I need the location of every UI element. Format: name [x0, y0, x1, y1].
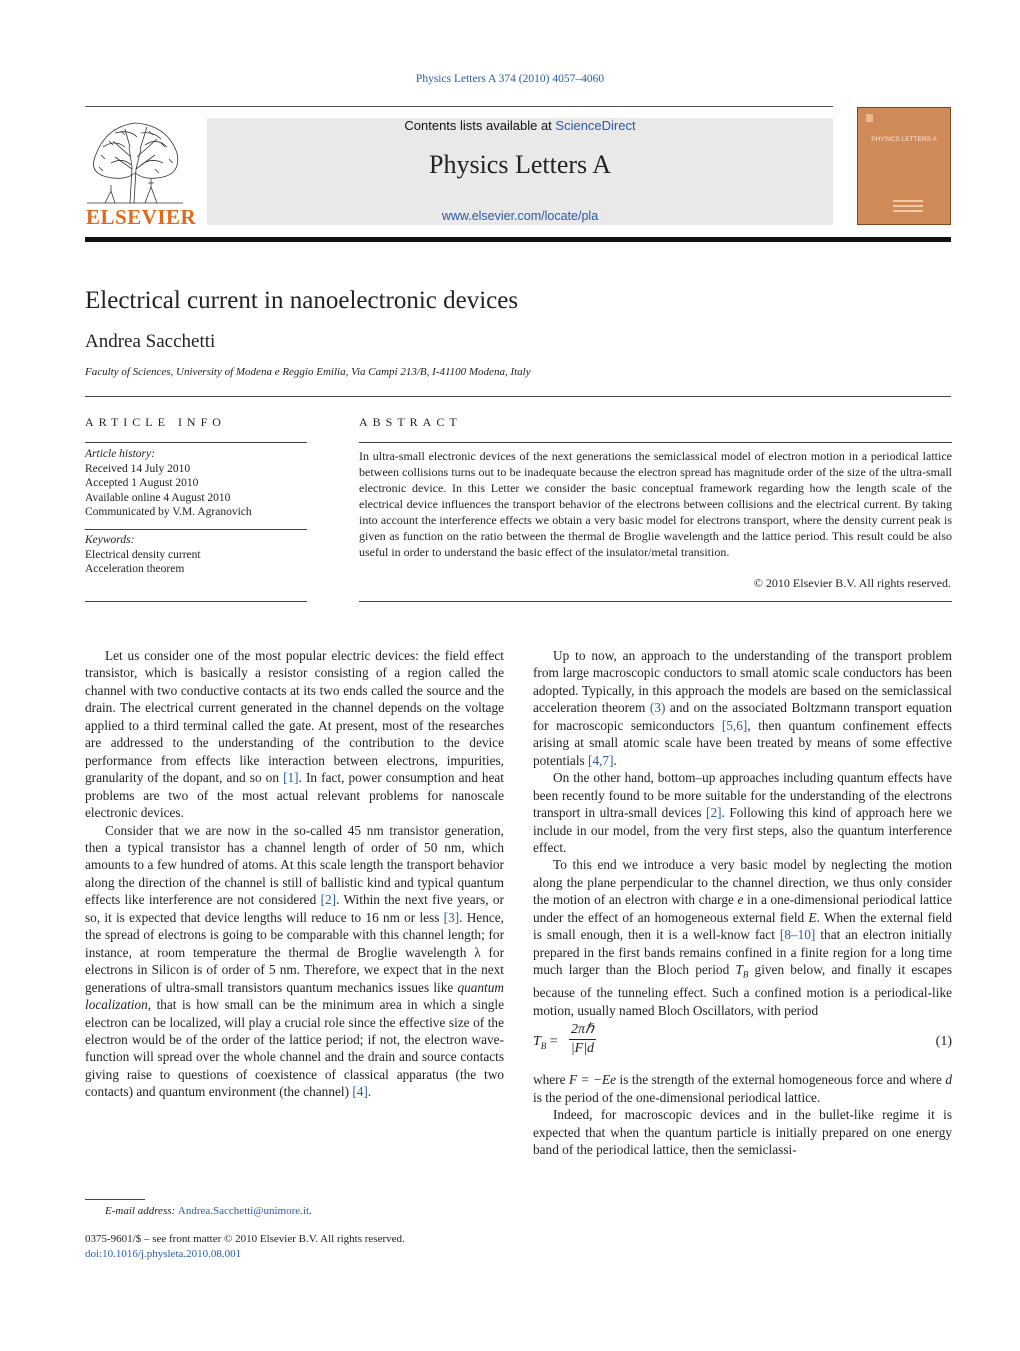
divider — [85, 396, 951, 397]
journal-name: Physics Letters A — [429, 150, 611, 179]
received-date: Received 14 July 2010 — [85, 462, 191, 475]
reference-link[interactable]: [1] — [283, 770, 299, 786]
cover-line — [893, 205, 923, 207]
footnote: E-mail address: Andrea.Sacchetti@unimore.it. — [105, 1205, 312, 1217]
journal-cover-icon[interactable] — [857, 107, 951, 225]
header-thick-rule — [85, 237, 951, 242]
cover-title: PHYSICS LETTERS A — [871, 136, 937, 143]
communicated-by: Communicated by V.M. Agranovich — [85, 506, 252, 518]
paragraph: where F = −Ee is the strength of the external homogeneous force and where d is the period of the one-dimensional periodical lattice. — [533, 1072, 952, 1105]
equation-link[interactable]: (3) — [649, 700, 666, 716]
accepted-date: Accepted 1 August 2010 — [85, 477, 199, 489]
abstract-text: In ultra-small electronic devices of the next generations the semiclassical model of electron motion in a periodical lattice between collisions turns out to be inadequate because the electron spread has magnitude order of the size of the ultra-small electronic device. In this Letter we consider the basic conceptual framework regarding how the length scale of the electrical device influences the transport behavior of the electrons between collisions and the electrical current. By taking into account the interference effects we obtain a very basic model for electrons transport, where the density current peak is given as function on the ratio between the thermal de Broglie wavelength and the lattice period. This result could be also useful in order to understand the basic effect of the insulator/metal transition. — [359, 449, 952, 559]
journal-citation[interactable]: Physics Letters A 374 (2010) 4057–4060 — [415, 73, 605, 85]
reference-link[interactable]: [2] — [706, 805, 722, 821]
divider — [85, 601, 307, 602]
equation-fraction: 2πℏ |F|d — [570, 1022, 595, 1056]
divider — [85, 442, 307, 443]
paragraph: To this end we introduce a very basic model by neglecting the motion along the plane perpendicular to the channel direction, we thus only consider the motion of an electron with charge e in a one-dimensional periodical lattice under the effect of an homogeneous external field E. When the external field is small enough, then it is a well-know fact [8–10] that an electron initially prepared in the first bands remains confined in a finite region for a long time much larger than the Bloch period $T_B$ given below, and finally it escapes because of the tunneling effect. Such a confined motion is a periodical-like motion, usually named Bloch Oscillators, with period — [533, 857, 952, 1018]
keywords — [85, 533, 201, 577]
online-date: Available online 4 August 2010 — [85, 491, 231, 504]
abstract-copyright: © 2010 Elsevier B.V. All rights reserved. — [753, 576, 951, 590]
article-info-heading: ARTICLE INFO — [85, 415, 226, 429]
divider — [359, 601, 952, 602]
paragraph: On the other hand, bottom–up approaches including quantum effects have been recently found to be more suitable for the understanding of the electrons transport in ultra-small devices [2]. Following this kind of approach here we include in our model, from the very first steps, also the quantum interference effect. — [533, 770, 952, 855]
bottom-info — [85, 1232, 405, 1261]
divider — [85, 529, 307, 530]
journal-url-link[interactable]: www.elsevier.com/locate/pla — [441, 209, 599, 223]
contents-line: Contents lists available at ScienceDirect — [404, 118, 636, 133]
body-right-column — [533, 647, 952, 1158]
cover-emblem — [866, 114, 873, 122]
body-left-column — [85, 647, 504, 1101]
divider — [359, 442, 952, 443]
author-affiliation: Faculty of Sciences, University of Modena e Reggio Emilia, Via Campi 213/B, I-41100 Modena, Italy — [85, 366, 531, 378]
equation-number: (1) — [935, 1034, 952, 1050]
elsevier-logo-text: ELSEVIER — [86, 205, 197, 229]
keywords-label: Keywords: — [85, 534, 135, 546]
header-rule — [85, 106, 833, 107]
paragraph: Indeed, for macroscopic devices and in the bullet-like regime it is expected that when the quantum particle is initially prepared on one energy band of the periodical lattice, then the semiclassi- — [533, 1107, 952, 1157]
keyword: Electrical density current — [85, 548, 201, 561]
paragraph: Let us consider one of the most popular electric devices: the field effect transistor, which is basically a resistor consisting of a region called the channel with two conductive contacts at its two ends called the source and the drain. The electrical current generated in the channel depends on the voltage applied to a third terminal called the gate. At present, most of the researches are addressed to the understanding of the contribution to the device performance from effects like interaction between electrons, impurities, granularity of the dopant, and so on [1]. In fact, power consumption and heat problems are two of the most actual relevant problems for nanoscale electronic devices. — [85, 648, 504, 821]
cover-line — [893, 200, 923, 202]
reference-link[interactable]: [2] — [320, 892, 337, 908]
doi-link[interactable]: doi:10.1016/j.physleta.2010.08.001 — [85, 1247, 242, 1260]
article-history — [85, 447, 252, 520]
equation-1 — [533, 1021, 952, 1067]
footnote-rule — [85, 1199, 145, 1200]
reference-link[interactable]: [4] — [352, 1084, 368, 1100]
reference-link[interactable]: [4,7] — [588, 752, 614, 768]
equation-lhs: $T_B$ = — [533, 1034, 558, 1051]
paragraph: Consider that we are now in the so-called 45 nm transistor generation, then a typical transistor has a channel length of order of 50 nm, which amounts to a few hundred of atoms. At this scale length the transport behavior along the direction of the channel is still of ballistic kind and typical quantum effects like interference are not considered [2]. Within the next five years, or so, it is expected that device lengths will reduce to 16 nm or less [3]. Hence, the spread of electrons is going to be comparable with this channel length; for instance, at room temperature the thermal de Broglie wavelength λ for electrons in Silicon is of order of 5 nm. Therefore, we expect that in the next generations of ultra-small transistors quantum mechanics issues like quantum localization, that is how small can be the minimum area in which a single electron can be localized, will play a crucial role since the effective size of the electron would be of the order of the lattice period; if not, the electron wave-function will spread over the whole channel and the drain and source contacts giving raise to questions of coexistence of classical apparatus (the two contacts) and quantum environment (the channel) [4]. — [85, 822, 504, 1100]
cover-line — [893, 210, 923, 212]
paragraph: Up to now, an approach to the understanding of the transport problem from large macroscopic conductors to small atomic scale conductors has been adopted. Typically, in this approach the models are based on the semiclassical acceleration theorem (3) and on the associated Boltzmann transport equation for macroscopic semiconductors [5,6], then quantum confinement effects arising at small atomic scale have been treated by means of some effective potentials [4,7]. — [533, 648, 952, 768]
issn-line: 0375-9601/$ – see front matter © 2010 Elsevier B.V. All rights reserved. — [85, 1233, 405, 1245]
article-title: Electrical current in nanoelectronic devices — [85, 287, 519, 314]
reference-link[interactable]: [5,6] — [721, 717, 748, 733]
reference-link[interactable]: [8–10] — [779, 927, 816, 943]
keyword: Acceleration theorem — [85, 563, 185, 575]
sciencedirect-link[interactable]: ScienceDirect — [555, 118, 636, 133]
reference-link[interactable]: [3] — [443, 909, 460, 925]
journal-banner — [207, 118, 833, 225]
article-author: Andrea Sacchetti — [85, 331, 216, 352]
email-link[interactable]: Andrea.Sacchetti@unimore.it — [177, 1205, 310, 1217]
history-label: Article history: — [85, 448, 155, 460]
abstract-heading: ABSTRACT — [359, 415, 462, 429]
